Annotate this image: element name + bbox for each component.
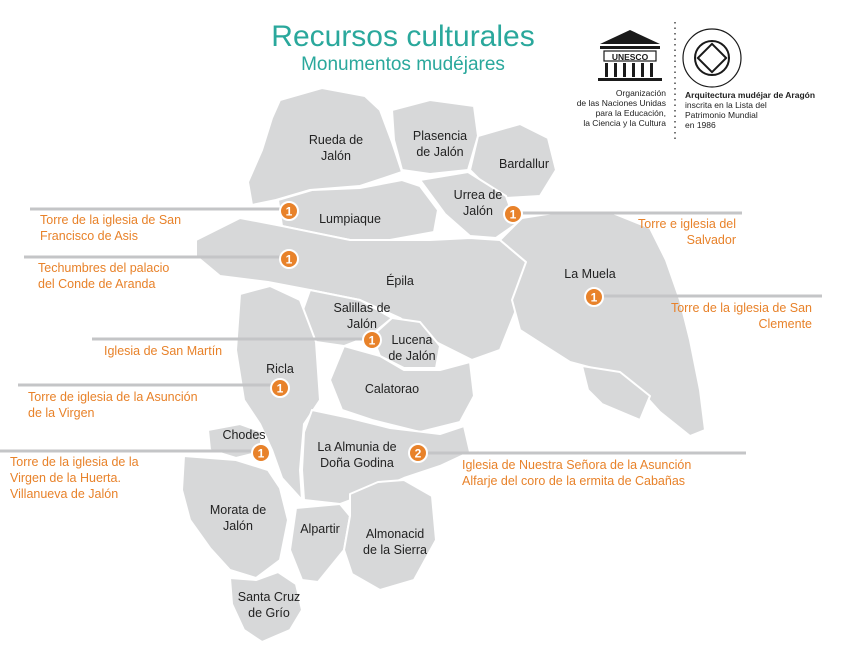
label-line: La Muela	[564, 267, 616, 281]
callout-line: Francisco de Asis	[40, 229, 138, 243]
callout-line: Iglesia de San Martín	[104, 344, 223, 358]
marker-lumpiaque[interactable]	[280, 202, 298, 220]
label-line: Jalón	[347, 317, 377, 331]
label-line: Alpartir	[300, 522, 340, 536]
label-line: de Jalón	[416, 145, 464, 159]
label-line: Urrea de	[453, 188, 503, 202]
callout-line: Alfarje del coro de la ermita de Cabañas	[462, 474, 686, 488]
unesco-organization-text	[556, 88, 666, 128]
marker-count: 1	[368, 333, 376, 348]
world-heritage-emblem-icon	[683, 29, 741, 87]
marker-urrea[interactable]	[504, 205, 522, 223]
map-title: Recursos culturales	[271, 20, 535, 53]
label-calatorao	[365, 382, 419, 396]
marker-salillas[interactable]	[363, 331, 381, 349]
label-line: de Grío	[248, 606, 290, 620]
marker-count: 1	[509, 207, 517, 222]
callout-urrea	[560, 216, 736, 248]
label-line: Bardallur	[498, 157, 550, 171]
marker-almunia[interactable]	[409, 444, 427, 462]
label-line: Jalón	[321, 149, 351, 163]
callout-line: Torre de la iglesia de San	[670, 301, 812, 315]
marker-count: 1	[285, 252, 293, 267]
label-epila	[386, 273, 414, 288]
marker-chodes[interactable]	[252, 444, 270, 462]
unesco-org-line: de las Naciones Unidas	[576, 98, 666, 108]
callout-chodes	[10, 454, 139, 502]
label-line: Doña Godina	[320, 456, 394, 470]
unesco-logo	[598, 30, 662, 81]
label-line: Salillas de	[333, 301, 391, 315]
callout-line: Virgen de la Huerta.	[10, 471, 121, 485]
callout-salillas	[104, 343, 222, 359]
label-line: Jalón	[223, 519, 253, 533]
unesco-org-line: Organización	[615, 88, 666, 98]
label-line: de Jalón	[388, 349, 436, 363]
map-subtitle: Monumentos mudéjares	[301, 54, 505, 75]
label-line: Plasencia	[412, 129, 468, 143]
unesco-wordmark: UNESCO	[611, 52, 649, 62]
region-alpartir	[290, 504, 350, 582]
marker-count: 1	[276, 381, 284, 396]
label-lamuela	[564, 267, 615, 281]
heritage-line: Patrimonio Mundial	[685, 110, 758, 120]
label-line: Almonacid	[365, 527, 425, 541]
unesco-org-line: para la Educación,	[595, 108, 666, 118]
callout-line: Torre de iglesia de la Asunción	[28, 390, 198, 404]
callout-line: Techumbres del palacio	[38, 261, 170, 275]
label-line: de la Sierra	[363, 543, 427, 557]
marker-count: 1	[590, 290, 598, 305]
label-line: Épila	[386, 274, 414, 288]
label-line: Lumpiaque	[319, 212, 381, 226]
callout-ricla	[28, 389, 198, 421]
label-lumpiaque	[319, 212, 381, 226]
label-line: Lucena	[391, 333, 433, 347]
callout-lamuela	[600, 300, 812, 332]
label-bardallur	[499, 157, 549, 171]
callout-line: Clemente	[758, 317, 812, 331]
label-line: Calatorao	[364, 382, 420, 396]
world-heritage-text	[685, 90, 835, 130]
callout-line: de la Virgen	[28, 406, 95, 420]
label-line: Morata de	[209, 503, 267, 517]
callout-line: Iglesia de Nuestra Señora de la Asunción	[462, 458, 692, 472]
heritage-line: inscrita en la Lista del	[685, 100, 767, 110]
label-line: Jalón	[463, 204, 493, 218]
marker-epila[interactable]	[280, 250, 298, 268]
label-line: Chodes	[222, 428, 266, 442]
heritage-line: en 1986	[685, 120, 716, 130]
label-alpartir	[300, 522, 340, 536]
callout-lumpiaque	[40, 212, 181, 244]
callout-line: Salvador	[686, 233, 736, 247]
marker-count: 1	[257, 446, 265, 461]
label-line: Rueda de	[308, 133, 364, 147]
label-chodes	[222, 428, 265, 442]
callout-epila	[38, 260, 169, 292]
callout-line: Villanueva de Jalón	[10, 487, 119, 501]
marker-count: 2	[414, 446, 422, 461]
region-morata	[182, 456, 288, 578]
label-line: Santa Cruz	[237, 590, 301, 604]
callout-line: Torre de la iglesia de la	[10, 455, 139, 469]
label-line: Ricla	[266, 362, 294, 376]
marker-ricla[interactable]	[271, 379, 289, 397]
callout-line: Torre e iglesia del	[638, 217, 736, 231]
heritage-title: Arquitectura mudéjar de Aragón	[685, 90, 816, 100]
callout-line: del Conde de Aranda	[38, 277, 156, 291]
marker-count: 1	[285, 204, 293, 219]
callout-line: Torre de la iglesia de San	[40, 213, 182, 227]
unesco-org-line: la Ciencia y la Cultura	[583, 118, 666, 128]
label-ricla	[266, 362, 294, 376]
callout-almunia	[462, 457, 691, 489]
label-line: La Almunia de	[317, 440, 397, 454]
